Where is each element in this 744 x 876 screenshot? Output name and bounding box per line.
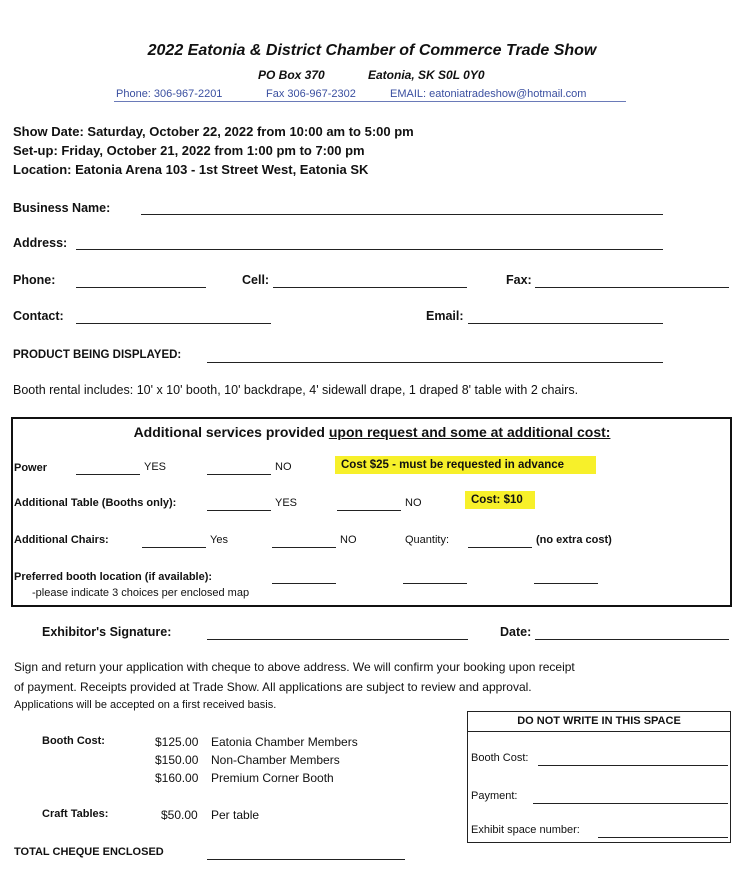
table-no-field[interactable] — [337, 510, 401, 511]
address-label: Address: — [13, 236, 68, 250]
town-address: Eatonia, SK S0L 0Y0 — [368, 68, 485, 82]
date-field[interactable] — [535, 639, 729, 640]
chairs-no-field[interactable] — [272, 547, 336, 548]
table-no-label: NO — [405, 497, 422, 509]
office-payment-field — [533, 803, 728, 804]
fax-label: Fax: — [506, 273, 532, 287]
chairs-note: (no extra cost) — [536, 534, 612, 546]
email-field[interactable] — [468, 323, 663, 324]
location-pref-note: -please indicate 3 choices per enclosed map — [32, 587, 250, 599]
power-no-label: NO — [275, 461, 292, 473]
location-pref-label: Preferred booth location (if available): — [14, 571, 213, 583]
phone-contact: Phone: 306-967-2201 — [116, 88, 223, 100]
table-cost-highlight: Cost: $10 — [465, 491, 535, 509]
office-exhibit-space-field — [598, 837, 728, 838]
instructions-line-2: of payment. Receipts provided at Trade Show. All applications are subject to review and approval. — [14, 680, 532, 694]
office-booth-cost-label: Booth Cost: — [471, 752, 529, 764]
total-cheque-label: TOTAL CHEQUE ENCLOSED — [14, 846, 164, 858]
chairs-no-label: NO — [340, 534, 357, 546]
product-field[interactable] — [207, 362, 663, 363]
business-name-field[interactable] — [141, 214, 663, 215]
date-label: Date: — [500, 625, 532, 639]
booth-rental-info: Booth rental includes: 10' x 10' booth, 10' backdrape, 4' sidewall drape, 1 draped 8' table with 2 chairs. — [13, 383, 579, 397]
address-field[interactable] — [76, 249, 663, 250]
chairs-yes-label: Yes — [210, 534, 228, 546]
show-date: Show Date: Saturday, October 22, 2022 from 10:00 am to 5:00 pm — [13, 124, 414, 139]
location-choice-3-field[interactable] — [534, 583, 598, 584]
office-booth-cost-field — [538, 765, 728, 766]
services-heading — [0, 424, 744, 440]
location-choice-1-field[interactable] — [272, 583, 336, 584]
product-label: PRODUCT BEING DISPLAYED: — [13, 349, 182, 361]
phone-label: Phone: — [13, 273, 56, 287]
price-3-desc: Premium Corner Booth — [211, 771, 334, 785]
instructions-line-1: Sign and return your application with cheque to above address. We will confirm your booking upon receipt — [14, 660, 575, 674]
power-label: Power — [14, 462, 48, 474]
fax-field[interactable] — [535, 287, 729, 288]
fax-contact: Fax 306-967-2302 — [266, 88, 356, 100]
location-choice-2-field[interactable] — [403, 583, 467, 584]
signature-label: Exhibitor's Signature: — [42, 625, 172, 639]
power-cost-highlight: Cost $25 - must be requested in advance — [335, 456, 596, 474]
form-title: 2022 Eatonia & District Chamber of Commerce Trade Show — [147, 42, 597, 59]
power-yes-field[interactable] — [76, 474, 140, 475]
cell-field[interactable] — [273, 287, 467, 288]
email-label: Email: — [426, 309, 464, 323]
price-3: $160.00 — [155, 771, 199, 785]
office-box-heading: DO NOT WRITE IN THIS SPACE — [517, 715, 681, 727]
office-exhibit-space-label: Exhibit space number: — [471, 824, 580, 836]
craft-desc: Per table — [211, 808, 260, 822]
total-cheque-field[interactable] — [207, 859, 405, 860]
email-contact: EMAIL: eatoniatradeshow@hotmail.com — [390, 88, 587, 100]
business-name-label: Business Name: — [13, 201, 111, 215]
phone-field[interactable] — [76, 287, 206, 288]
price-2-desc: Non-Chamber Members — [211, 753, 340, 767]
contact-field[interactable] — [76, 323, 271, 324]
chairs-yes-field[interactable] — [142, 547, 206, 548]
power-yes-label: YES — [144, 461, 167, 473]
setup-date: Set-up: Friday, October 21, 2022 from 1:00 pm to 7:00 pm — [13, 143, 365, 158]
power-no-field[interactable] — [207, 474, 271, 475]
price-1: $125.00 — [155, 735, 199, 749]
chairs-quantity-field[interactable] — [468, 547, 532, 548]
craft-tables-label: Craft Tables: — [42, 808, 109, 820]
price-1-desc: Eatonia Chamber Members — [211, 735, 358, 749]
price-2: $150.00 — [155, 753, 199, 767]
table-yes-field[interactable] — [207, 510, 271, 511]
table-label: Additional Table (Booths only): — [14, 497, 177, 509]
office-payment-label: Payment: — [471, 790, 518, 802]
table-yes-label: YES — [275, 497, 298, 509]
chairs-label: Additional Chairs: — [14, 534, 109, 546]
instructions-line-3: Applications will be accepted on a first received basis. — [14, 699, 277, 711]
po-box: PO Box 370 — [258, 68, 325, 82]
chairs-quantity-label: Quantity: — [405, 534, 450, 546]
office-box-divider — [468, 731, 730, 732]
services-heading-text: Additional services provided — [133, 424, 329, 440]
services-heading-underlined: upon request and some at additional cost: — [328, 424, 611, 440]
location: Location: Eatonia Arena 103 - 1st Street West, Eatonia SK — [13, 162, 369, 177]
contact-label: Contact: — [13, 309, 64, 323]
craft-price: $50.00 — [161, 808, 198, 822]
signature-field[interactable] — [207, 639, 468, 640]
cell-label: Cell: — [242, 273, 270, 287]
booth-cost-label: Booth Cost: — [42, 735, 105, 747]
header-underline — [114, 101, 626, 102]
